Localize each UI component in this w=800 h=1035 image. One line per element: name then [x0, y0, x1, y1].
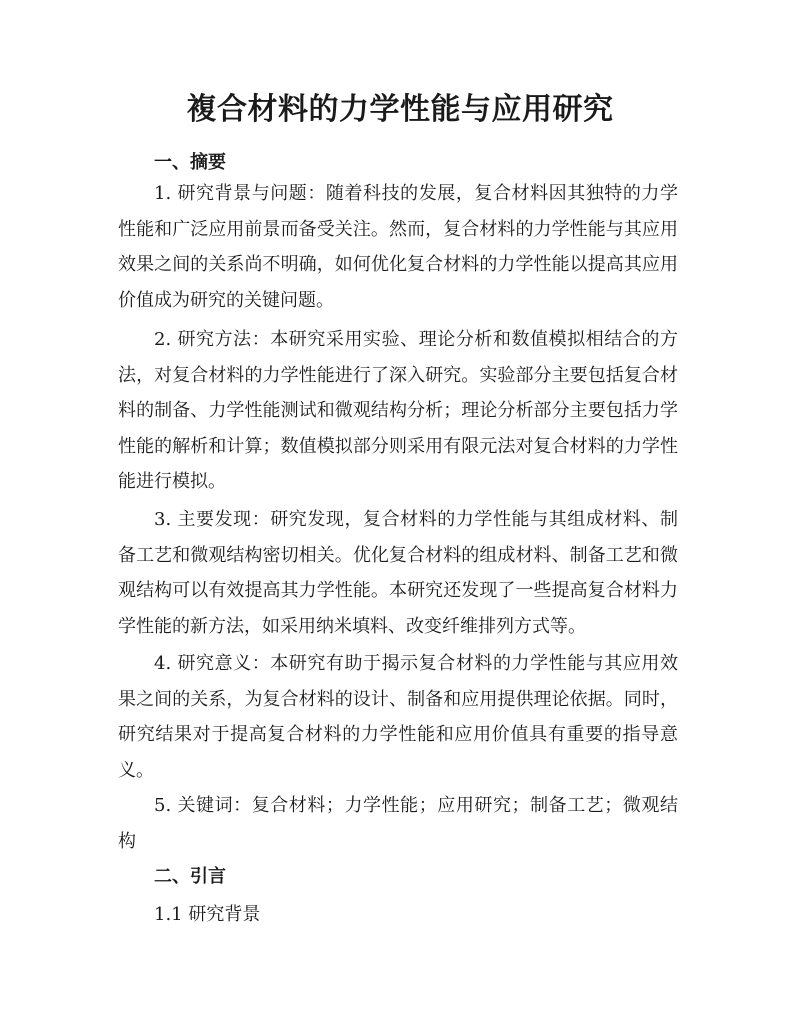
subsection-heading-background: 1.1 研究背景 [154, 904, 261, 925]
abstract-paragraph-findings: 3. 主要发现：研究发现，复合材料的力学性能与其组成材料、制备工艺和微观结构密切相关。优化复合材料的组成材料、制备工艺和微观结构可以有效提高其力学性能。本研究还发现了一些提高复合材料力学性能的新方法，如采用纳米填料、改变纤维排列方式等。 [118, 509, 678, 637]
abstract-paragraph-methods: 2. 研究方法：本研究采用实验、理论分析和数值模拟相结合的方法，对复合材料的力学性能进行了深入研究。实验部分主要包括复合材料的制备、力学性能测试和微观结构分析；理论分析部分主要包括力学性能的解析和计算；数值模拟部分则采用有限元法对复合材料的力学性能进行模拟。 [118, 329, 678, 492]
abstract-paragraph-significance: 4. 研究意义：本研究有助于揭示复合材料的力学性能与其应用效果之间的关系，为复合材料的设计、制备和应用提供理论依据。同时，研究结果对于提高复合材料的力学性能和应用价值具有重要的指导意义。 [118, 653, 678, 781]
abstract-paragraph-keywords: 5. 关键词：复合材料；力学性能；应用研究；制备工艺；微观结构 [118, 795, 678, 852]
section-heading-introduction: 二、引言 [154, 866, 226, 887]
section-heading-abstract: 一、摘要 [154, 152, 226, 173]
abstract-paragraph-background: 1. 研究背景与问题：随着科技的发展，复合材料因其独特的力学性能和广泛应用前景而备受关注。然而，复合材料的力学性能与其应用效果之间的关系尚不明确，如何优化复合材料的力学性能以提高其应用价值成为研究的关键问题。 [118, 183, 678, 311]
document-title: 複合材料的力学性能与应用研究 [186, 92, 614, 127]
